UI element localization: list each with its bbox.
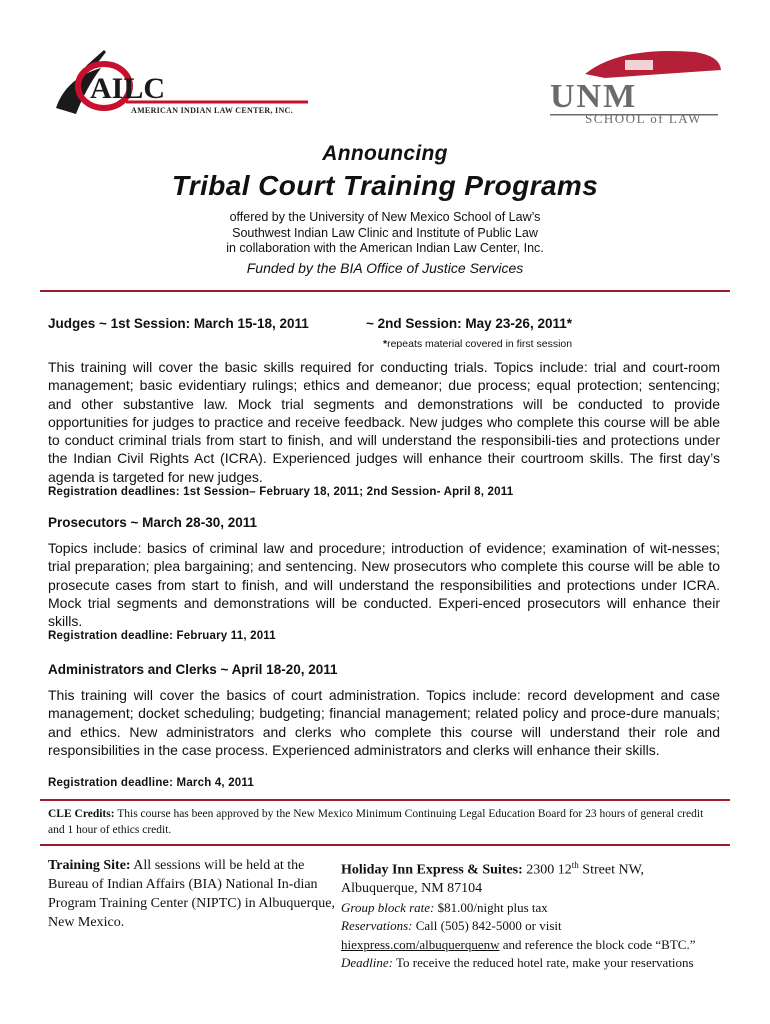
hotel-city: Albuquerque, NM 87104 (341, 881, 483, 897)
administrators-heading: Administrators and Clerks ~ April 18-20, 2011 (48, 662, 338, 677)
cle-credits (48, 806, 720, 838)
prosecutors-heading: Prosecutors ~ March 28-30, 2011 (48, 515, 257, 530)
judges-deadline: Registration deadlines: 1st Session– February 18, 2011; 2nd Session- April 8, 2011 (48, 486, 514, 498)
administrators-deadline: Registration deadline: March 4, 2011 (48, 777, 254, 789)
hotel-rate (341, 899, 727, 918)
cle-label: CLE Credits: (48, 808, 115, 820)
reservations-label: Reservations: (341, 918, 413, 934)
funded-by: Funded by the BIA Office of Justice Services (246, 260, 524, 276)
hotel-address-sup: th (571, 860, 579, 870)
ailc-subtitle: AMERICAN INDIAN LAW CENTER, INC. (131, 106, 293, 115)
training-site (48, 856, 336, 932)
judges-heading (48, 316, 720, 331)
intro-line: Southwest Indian Law Clinic and Institute of Public Law (232, 225, 538, 240)
announcing-heading: Announcing (322, 142, 448, 165)
reservations-text: Call (505) 842-5000 or visit (412, 918, 562, 934)
deadline-text: To receive the reduced hotel rate, make your reservations (392, 955, 694, 971)
hotel-link-post: and reference the block code “BTC.” (499, 936, 696, 952)
rate-value: $81.00/night plus tax (434, 899, 548, 915)
judges-note (383, 338, 572, 350)
hotel-link-line (341, 936, 727, 955)
note-star: * (383, 338, 388, 350)
unm-subtitle: SCHOOL of LAW (585, 111, 702, 126)
hotel-label: Holiday Inn Express & Suites: (341, 862, 523, 878)
hotel-link[interactable]: hiexpress.com/albuquerquenw (341, 936, 500, 952)
deadline-label: Deadline: (341, 955, 393, 971)
ailc-mark: AILC (90, 72, 166, 105)
administrators-body: This training will cover the basics of court administration. Topics include: record development and case management; docket scheduling; budgeting; financial management; related policy and proce-dure manuals; and ethics. New administrators and clerks who complete this course will understand their role and responsibilities in the case process. Experienced administrators and clerks will enhance their skills. (48, 687, 720, 758)
divider (40, 799, 730, 801)
training-site-text: All sessions will be held at the Bureau of Indian Affairs (BIA) National In-dian Program Training Center (NIPTC) in Albuquerque, New Mexico. (48, 858, 335, 930)
judges-body: This training will cover the basic skills required for conducting trials. Topics include: trial and court-room management; basic evidentiary rulings; ethics and demeanor; due process; equal protection; sentencing; and other substantive law. Mock trial segments and demonstrations will be conducted to provide opportunities for judges to practice and receive feedback. New judges who complete this course will be able to conduct criminal trials from start to finish, and will understand the responsibili-ties and protections under the Indian Civil Rights Act (ICRA). Experienced judges will enhance their courtroom skills. The first day’s agenda is targeted for new judges. (48, 359, 720, 485)
note-text: repeats material covered in first session (387, 338, 573, 350)
divider (40, 844, 730, 846)
hotel-address: 2300 12 (522, 862, 572, 878)
judges-session-1: Judges ~ 1st Session: March 15-18, 2011 (48, 316, 309, 331)
hotel-address-line (341, 856, 727, 880)
hotel-info (341, 856, 727, 973)
page-title: Tribal Court Training Programs (171, 170, 599, 201)
prosecutors-body: Topics include: basics of criminal law and procedure; introduction of evidence; examination of wit-nesses; trial preparation; plea bargaining; and sentencing. New prosecutors who complete this course will be able to prosecute cases from start to finish, and will understand the responsibilities and protections under ICRA. Mock trial segments and demonstrations will be conducted. Experi-enced prosecutors will enhance their skills. (48, 540, 720, 630)
hotel-address-post: Street NW, (578, 862, 644, 878)
intro-text (0, 210, 770, 257)
rate-label: Group block rate: (341, 899, 435, 915)
intro-line: offered by the University of New Mexico School of Law’s (229, 210, 541, 224)
divider (40, 290, 730, 292)
unm-mark: UNM (550, 78, 638, 115)
cle-text: This course has been approved by the New Mexico Minimum Continuing Legal Education Board for 23 hours of general credit and 1 hour of ethics credit. (48, 808, 704, 836)
training-site-label: Training Site: (48, 858, 131, 873)
judges-session-2: ~ 2nd Session: May 23-26, 2011* (366, 316, 572, 331)
hotel-deadline (341, 954, 727, 973)
hotel-reservations (341, 917, 727, 936)
intro-line: in collaboration with the American Indian Law Center, Inc. (226, 241, 544, 255)
prosecutors-deadline: Registration deadline: February 11, 2011 (48, 630, 276, 642)
